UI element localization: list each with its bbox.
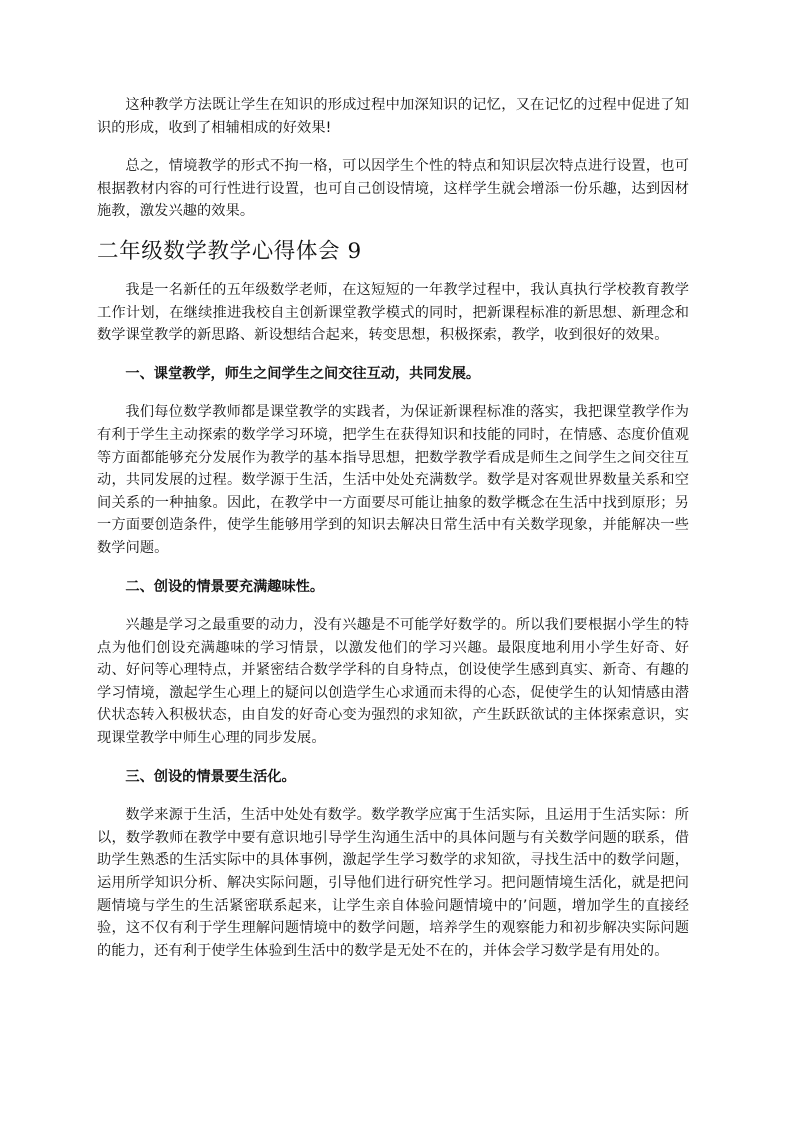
subheading: 一、课堂教学，师生之间学生之间交往互动，共同发展。 bbox=[125, 365, 481, 382]
paragraph: 这种教学方法既让学生在知识的形成过程中加深知识的记忆，又在记忆的过程中促进了知识的形成，收到了相辅相成的好效果! bbox=[97, 97, 689, 136]
paragraph: 兴趣是学习之最重要的动力，没有兴趣是不可能学好数学的。所以我们要根据小学生的特点为他们创设充满趣味的学习情景，以激发他们的学习兴趣。最限度地利用小学生好奇、好动、好问等心理特点，并紧密结合数学学科的自身特点，创设使学生感到真实、新奇、有趣的学习情境，激起学生心理上的疑问以创造学生心求通而未得的心态，促使学生的认知情感由潜伏状态转入积极状态，由自发的好奇心变为强烈的求知欲，产生跃跃欲试的主体探索意识，实现课堂教学中师生心理的同步发展。 bbox=[97, 617, 689, 747]
subheading: 三、创设的情景要生活化。 bbox=[125, 768, 296, 785]
intro-paragraph: 我是一名新任的五年级数学老师，在这短短的一年教学过程中，我认真执行学校教育教学工作计划，在继续推进我校自主创新课堂教学模式的同时，把新课程标准的新思想、新理念和数学课堂教学的新思路、新设想结合起来，转变思想，积极探索，教学，收到很好的效果。 bbox=[97, 281, 689, 344]
paragraph: 数学来源于生活，生活中处处有数学。数学教学应寓于生活实际，且运用于生活实际：所以，数学教师在教学中要有意识地引导学生沟通生活中的具体问题与有关数学问题的联系，借助学生熟悉的生活实际中的具体事例，激起学生学习数学的求知欲，寻找生活中的数学问题，运用所学知识分析、解决实际问题，引导他们进行研究性学习。把问题情境生活化，就是把问题情境与学生的生活紧密联系起来，让学生亲自体验问题情境中的’问题，增加学生的直接经验，这不仅有利于学生理解问题情境中的数学问题，培养学生的观察能力和初步解决实际问题的能力，还有利于使学生体验到生活中的数学是无处不在的，并体会学习数学是有用处的。 bbox=[97, 807, 689, 959]
section-title: 二年级数学教学心得体会 9 bbox=[97, 238, 362, 264]
document-page bbox=[97, 94, 689, 962]
paragraph: 我们每位数学教师都是课堂教学的实践者，为保证新课程标准的落实，我把课堂教学作为有利于学生主动探索的数学学习环境，把学生在获得知识和技能的同时，在情感、态度价值观等方面都能够充分发展作为教学的基本指导思想，把数学教学看成是师生之间学生之间交往互动，共同发展的过程。数学源于生活，生活中处处充满数学。数学是对客观世界数量关系和空间关系的一种抽象。因此，在教学中一方面要尽可能让抽象的数学概念在生活中找到原形；另一方面要创造条件，使学生能够用学到的知识去解决日常生活中有关数学现象，并能解决一些数学问题。 bbox=[97, 404, 689, 556]
subheading: 二、创设的情景要充满趣味性。 bbox=[125, 578, 325, 595]
paragraph: 总之，情境教学的形式不拘一格，可以因学生个性的特点和知识层次特点进行设置，也可根据教材内容的可行性进行设置，也可自己创设情境，这样学生就会增添一份乐趣，达到因材施教，激发兴趣的效果。 bbox=[97, 158, 689, 220]
